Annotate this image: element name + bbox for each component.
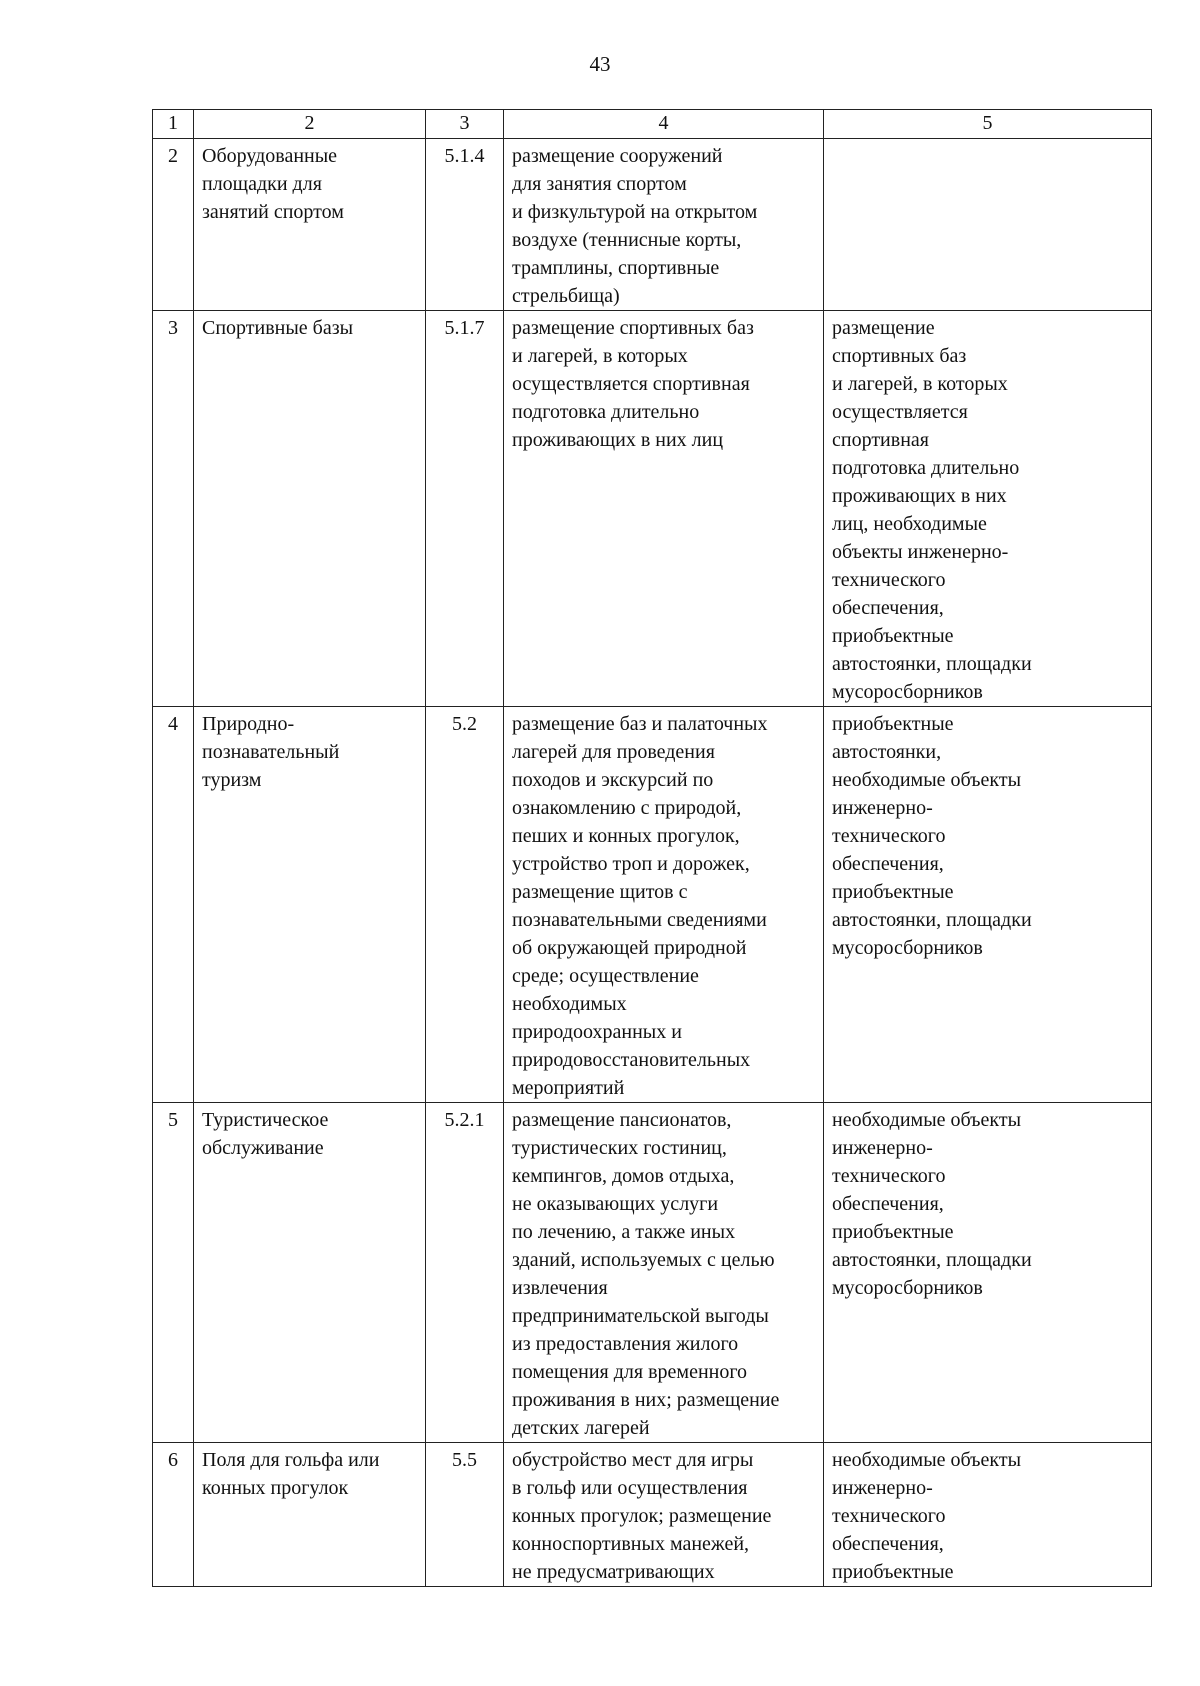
- auxiliary-use-cell: [824, 139, 1152, 311]
- use-type-name-cell: Оборудованные площадки для занятий спортом: [194, 139, 426, 311]
- auxiliary-use-cell: необходимые объекты инженерно- технического обеспечения, приобъектные автостоянки, площадки мусоросборников: [824, 1103, 1152, 1443]
- row-number-cell: 6: [153, 1443, 194, 1587]
- use-description-cell: обустройство мест для игры в гольф или осуществления конных прогулок; размещение конноспортивных манежей, не предусматривающих: [504, 1443, 824, 1587]
- use-code-cell: 5.2: [426, 707, 504, 1103]
- row-number-cell: 5: [153, 1103, 194, 1443]
- table-row: [153, 1103, 1152, 1443]
- column-header-2: 2: [194, 110, 426, 139]
- row-number-cell: 4: [153, 707, 194, 1103]
- table-row: [153, 1443, 1152, 1587]
- use-code-cell: 5.5: [426, 1443, 504, 1587]
- table-row: [153, 707, 1152, 1103]
- use-code-cell: 5.1.4: [426, 139, 504, 311]
- use-type-name-cell: Поля для гольфа или конных прогулок: [194, 1443, 426, 1587]
- use-description-cell: размещение пансионатов, туристических гостиниц, кемпингов, домов отдыха, не оказывающих услуги по лечению, а также иных зданий, используемых с целью извлечения предпринимательской выгоды из предоставления жилого помещения для временного проживания в них; размещение детских лагерей: [504, 1103, 824, 1443]
- use-code-cell: 5.2.1: [426, 1103, 504, 1443]
- auxiliary-use-cell: приобъектные автостоянки, необходимые объекты инженерно- технического обеспечения, приобъектные автостоянки, площадки мусоросборников: [824, 707, 1152, 1103]
- row-number-cell: 2: [153, 139, 194, 311]
- auxiliary-use-cell: необходимые объекты инженерно- технического обеспечения, приобъектные: [824, 1443, 1152, 1587]
- use-type-name-cell: Туристическое обслуживание: [194, 1103, 426, 1443]
- use-description-cell: размещение баз и палаточных лагерей для проведения походов и экскурсий по ознакомлению с природой, пеших и конных прогулок, устройство троп и дорожек, размещение щитов с познавательными сведениями об окружающей природной среде; осуществление необходимых природоохранных и природовосстановительных мероприятий: [504, 707, 824, 1103]
- column-header-1: 1: [153, 110, 194, 139]
- auxiliary-use-cell: размещение спортивных баз и лагерей, в которых осуществляется спортивная подготовка длительно проживающих в них лиц, необходимые объекты инженерно- технического обеспечения, приобъектные автостоянки, площадки мусоросборников: [824, 311, 1152, 707]
- use-code-cell: 5.1.7: [426, 311, 504, 707]
- table-header-row: [153, 110, 1152, 139]
- column-header-3: 3: [426, 110, 504, 139]
- column-header-4: 4: [504, 110, 824, 139]
- page-number: 43: [589, 52, 611, 76]
- row-number-cell: 3: [153, 311, 194, 707]
- table-row: [153, 311, 1152, 707]
- use-description-cell: размещение сооружений для занятия спортом и физкультурой на открытом воздухе (теннисные корты, трамплины, спортивные стрельбища): [504, 139, 824, 311]
- column-header-5: 5: [824, 110, 1152, 139]
- land-use-table: [152, 109, 1152, 1587]
- use-description-cell: размещение спортивных баз и лагерей, в которых осуществляется спортивная подготовка длительно проживающих в них лиц: [504, 311, 824, 707]
- use-type-name-cell: Спортивные базы: [194, 311, 426, 707]
- table-row: [153, 139, 1152, 311]
- use-type-name-cell: Природно- познавательный туризм: [194, 707, 426, 1103]
